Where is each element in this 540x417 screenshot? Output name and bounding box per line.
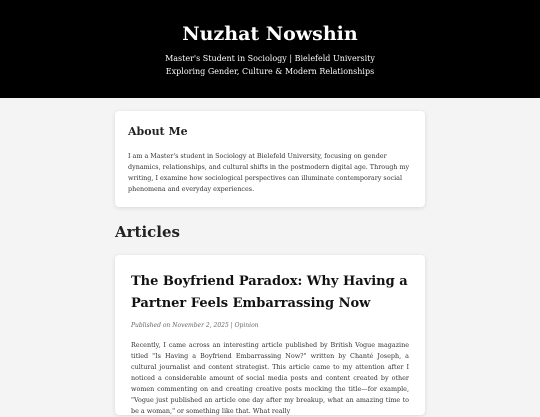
tagline-line-1: Master's Student in Sociology | Bielefeld University bbox=[165, 54, 375, 63]
about-text: I am a Master's student in Sociology at Bielefeld University, focusing on gender dynamics, relationships, and cultural shifts in the postmodern digital age. Through my writing, I examine how sociological perspectives can illuminate contemporary social phenomena and everyday experiences. bbox=[128, 152, 410, 193]
about-card bbox=[115, 111, 425, 207]
site-title: Nuzhat Nowshin bbox=[182, 23, 358, 45]
article-body: Recently, I came across an interesting article published by British Vogue magazine titled "Is Having a Boyfriend Embarrassing Now?" written by Chanté Joseph, a cultural journalist and content strategist. This article came to my attention after I noticed a considerable amount of social media posts and content created by other women commenting on and creating creative posts mocking the title—for example, "Vogue just published an article one day after my breakup, what an amazing time to be a woman," or something like that. What really bbox=[131, 341, 409, 415]
tagline-line-2: Exploring Gender, Culture & Modern Relationships bbox=[165, 67, 375, 76]
site-tagline bbox=[0, 52, 540, 78]
article-card bbox=[115, 255, 425, 415]
main-content bbox=[115, 111, 425, 415]
about-heading: About Me bbox=[128, 125, 188, 138]
articles-heading: Articles bbox=[115, 223, 180, 241]
site-header bbox=[0, 0, 540, 98]
article-title[interactable]: The Boyfriend Paradox: Why Having a Partner Feels Embarrassing Now bbox=[131, 274, 408, 311]
article-meta: Published on November 2, 2025 | Opinion bbox=[131, 322, 259, 329]
